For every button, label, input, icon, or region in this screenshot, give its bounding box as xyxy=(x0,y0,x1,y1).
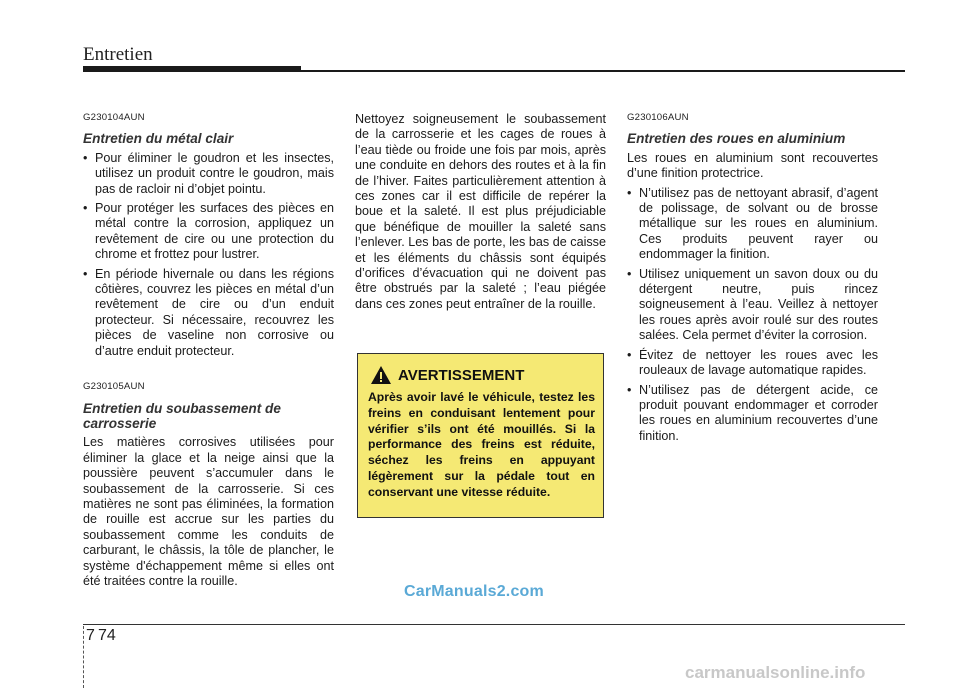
bullet-list-metal xyxy=(83,151,334,359)
section-code: G230104AUN xyxy=(83,112,145,123)
footer-rule xyxy=(83,624,905,625)
column-left xyxy=(83,110,334,589)
list-item: • N’utilisez pas de détergent acide, ce produit pouvant endommager et corroder les roues en aluminium recouvertes d’une finition. xyxy=(627,383,878,445)
section-title-wheels: Entretien des roues en aluminium xyxy=(627,131,846,147)
chapter-number: 7 xyxy=(86,627,95,644)
bullet-list-wheels xyxy=(627,186,878,445)
watermark-link[interactable]: CarManuals2.com xyxy=(404,583,544,600)
column-middle xyxy=(355,112,606,312)
warning-triangle-icon xyxy=(370,365,392,385)
section-title-underbody: Entretien du soubassement de carrosserie xyxy=(83,400,281,431)
page-number-divider xyxy=(83,626,85,688)
section-title-metal: Entretien du métal clair xyxy=(83,131,234,147)
list-item: • Pour protéger les surfaces des pièces en métal contre la corrosion, appliquez un revêtement de cire ou une protection du chrome et frottez pour lustrer. xyxy=(83,201,334,263)
underbody-paragraph: Les matières corrosives utilisées pour éliminer la glace et la neige ainsi que la poussière peuvent s’accumuler dans le soubassement de la carrosserie. Si ces matières ne sont pas éliminées, la formation de rouille est accrue sur les parties du soubassement comme les conduits de carburant, le châssis, la tôle de plancher, le système d'échappement même si elles ont été traitées contre la rouille. xyxy=(83,435,334,588)
warning-box xyxy=(357,353,604,518)
warning-header xyxy=(370,365,524,385)
column-right xyxy=(627,110,878,448)
list-item: • N’utilisez pas de nettoyant abrasif, d’agent de polissage, de solvant ou de brosse métallique sur les roues en aluminium. Ces produits peuvent rayer ou endommager la finition. xyxy=(627,186,878,263)
list-item: • Pour éliminer le goudron et les insectes, utilisez un produit contre le goudron, mais pas de racloir ni d’objet pointu. xyxy=(83,151,334,197)
header-rule-thin xyxy=(301,70,905,72)
list-item: • En période hivernale ou dans les régions côtières, couvrez les pièces en métal d’un revêtement de cire ou d’un enduit protecteur. Si nécessaire, recouvrez les pièces de vaseline non corrosive ou d’autre enduit protecteur. xyxy=(83,267,334,359)
wheels-intro: Les roues en aluminium sont recouvertes d’une finition protectrice. xyxy=(627,150,878,181)
warning-title: AVERTISSEMENT xyxy=(398,366,525,384)
warning-text: Après avoir lavé le véhicule, testez les freins en conduisant lentement pour vérifier s’ils ont été mouillés. Si la performance des freins est réduite, séchez les freins en appuyant légèrement sur la pédale tout en conservant une vitesse réduite. xyxy=(368,390,595,499)
section-code: G230105AUN xyxy=(83,381,145,393)
footer-watermark: carmanualsonline.info xyxy=(685,663,866,682)
list-item: • Utilisez uniquement un savon doux ou du détergent neutre, puis rincez soigneusement à l’eau. Veillez à nettoyer les roues après avoir roulé sur des routes salées. Cela permet d’éviter la corrosion. xyxy=(627,267,878,344)
underbody-cleaning-paragraph: Nettoyez soigneusement le soubassement de la carrosserie et les cages de roues à l’eau tiède ou froide une fois par mois, après une conduite en dehors des routes et à la fin de l’hiver. Faites particulièrement attention à ces zones car il est difficile de repérer la boue et la saleté. Il est plus préjudiciable que bénéfique de mouiller la saleté sans l’enlever. Les bas de porte, les bas de caisse et les éléments du châssis sont équipés d’orifices d’évacuation qui ne doivent pas être obstrués par la saleté ; l’eau piégée dans ces zones peut entraîner de la rouille. xyxy=(355,112,606,311)
section-code: G230106AUN xyxy=(627,112,689,123)
page-number: 74 xyxy=(98,627,116,644)
page-header-title: Entretien xyxy=(83,44,153,65)
header-rule-thick xyxy=(83,66,301,72)
list-item: • Évitez de nettoyer les roues avec les rouleaux de lavage automatique rapides. xyxy=(627,348,878,379)
